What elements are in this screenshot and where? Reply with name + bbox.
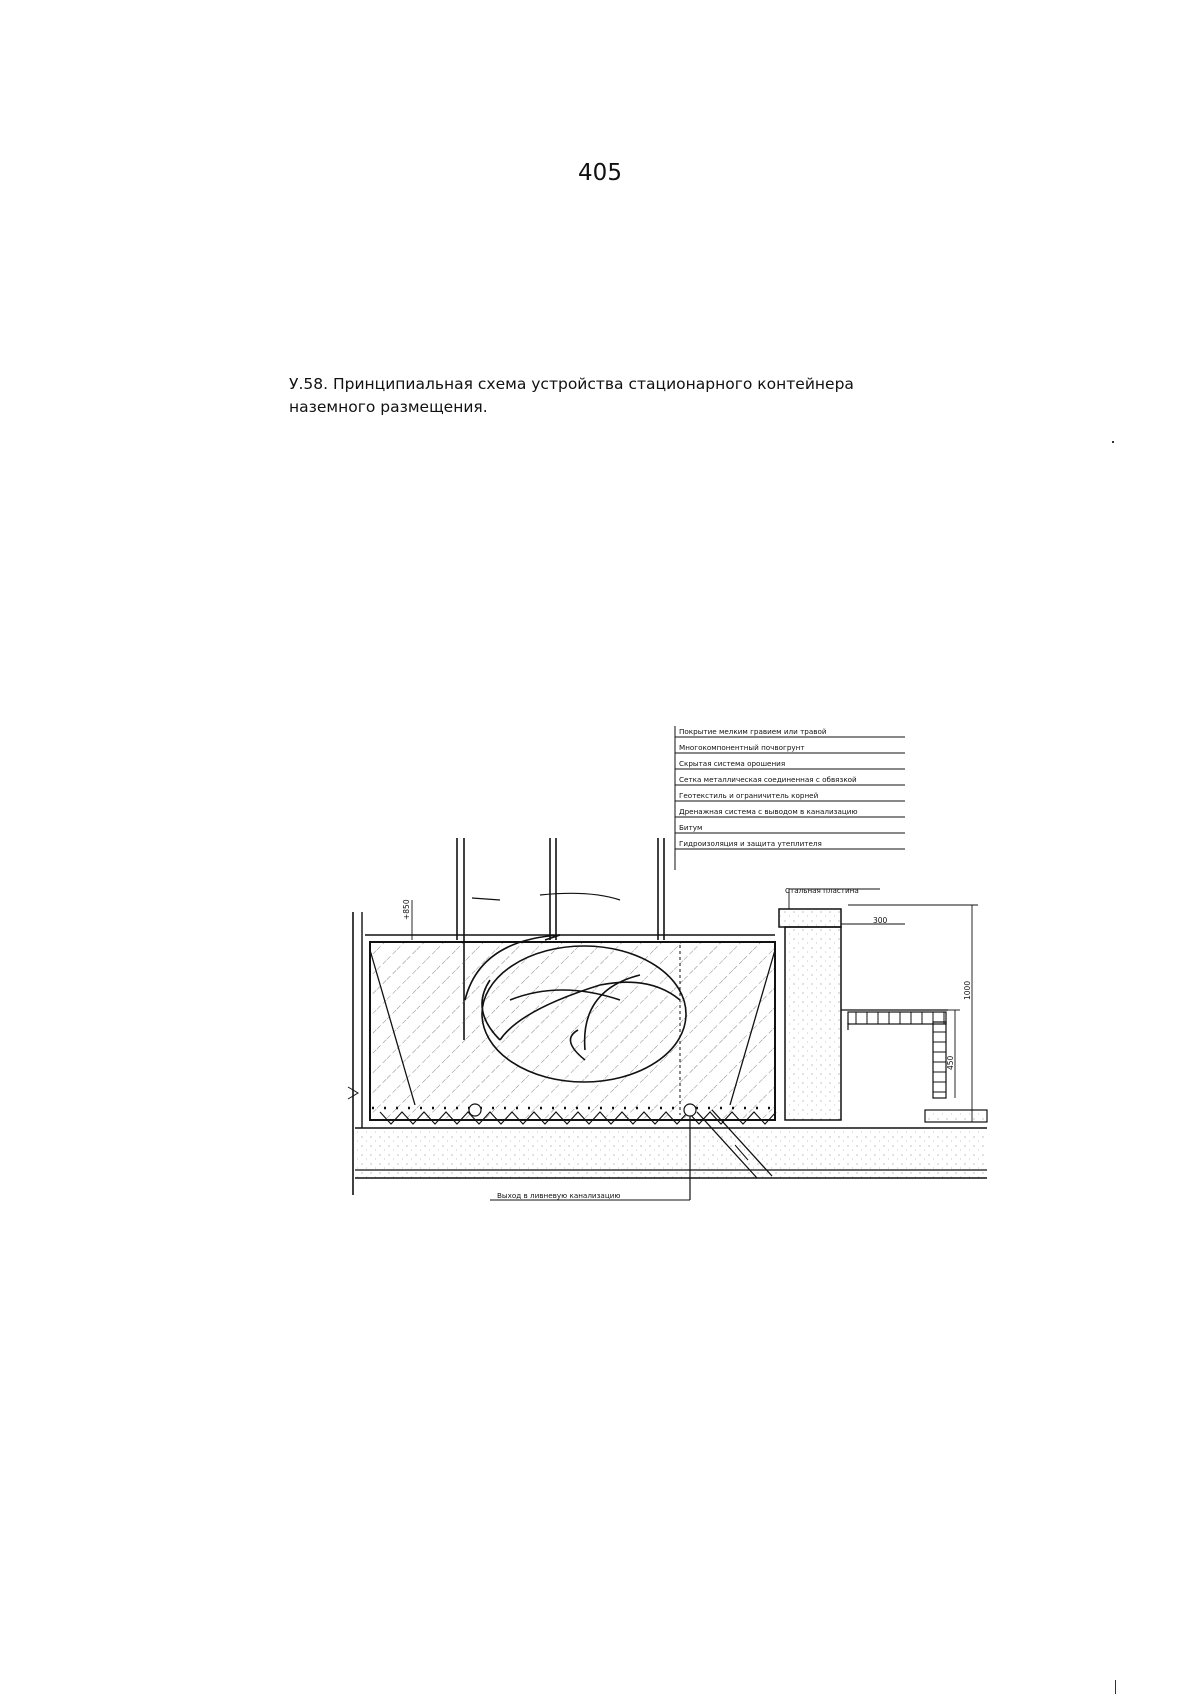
dimension-wall-height: 1000	[963, 980, 972, 1000]
layer-label: Битум	[679, 823, 703, 832]
layer-label: Дренажная система с выводом в канализацию	[679, 807, 858, 816]
steel-plate-label: Стальная пластина	[785, 886, 859, 895]
dimension-bench-height: 450	[946, 1055, 955, 1070]
layer-label: Скрытая система орошения	[679, 759, 786, 768]
dimension-plate-width: 300	[873, 916, 888, 925]
layer-label: Сетка металлическая соединенная с обвязкой	[679, 775, 857, 784]
outlet-label: Выход в ливневую канализацию	[497, 1191, 621, 1200]
layer-label: Гидроизоляция и защита утеплителя	[679, 839, 822, 848]
figure-caption: У.58. Принципиальная схема устройства стационарного контейнера наземного размещения.	[289, 375, 854, 416]
wall-seat	[779, 909, 987, 1122]
soil-fill	[365, 935, 775, 1120]
layer-label: Многокомпонентный почвогрунт	[679, 743, 805, 752]
layer-label: Покрытие мелким гравием или травой	[679, 727, 827, 736]
layer-label: Геотекстиль и ограничитель корней	[679, 791, 819, 800]
dimension-height-top: +850	[402, 899, 411, 920]
page-number: 405	[578, 160, 622, 186]
